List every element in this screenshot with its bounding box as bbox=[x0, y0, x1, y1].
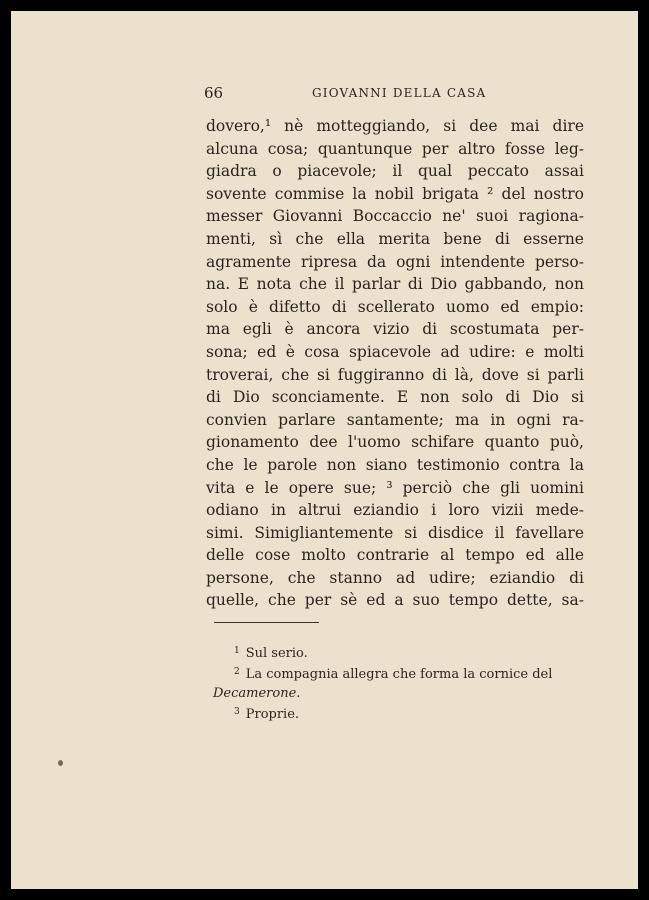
text-line: alcuna cosa; quantunque per altro fosse leg- bbox=[206, 139, 584, 158]
page-header bbox=[204, 84, 581, 108]
footnote-rule bbox=[214, 622, 319, 623]
text-line: convien parlare santamente; ma in ogni ra- bbox=[206, 410, 584, 429]
text-line: odiano in altrui eziandio i loro vizii mede- bbox=[206, 501, 584, 520]
footnote-text: Sul serio. bbox=[245, 646, 308, 661]
running-title: GIOVANNI DELLA CASA bbox=[312, 86, 487, 100]
text-line: gionamento dee l'uomo schifare quanto può, bbox=[206, 433, 584, 452]
book-page bbox=[11, 11, 638, 889]
footnote-2-continuation: Decamerone. bbox=[213, 686, 301, 701]
text-line: quelle, che per sè ed a suo tempo dette, sa- bbox=[206, 591, 584, 610]
text-line: solo è difetto di scellerato uomo ed empio: bbox=[206, 297, 584, 316]
text-line: persone, che stanno ad udire; eziandio di bbox=[206, 568, 584, 587]
text-line: menti, sì che ella merita bene di esserne bbox=[206, 229, 584, 248]
footnote-text: La compagnia allegra che forma la cornice del bbox=[245, 667, 553, 682]
footnote-2 bbox=[206, 663, 601, 684]
paper-speck bbox=[58, 760, 63, 766]
text-line: vita e le opere sue; ³ perciò che gli uomini bbox=[206, 478, 584, 497]
text-line: ma egli è ancora vizio di scostumata per- bbox=[206, 320, 584, 339]
page-number: 66 bbox=[204, 84, 224, 102]
text-line: agramente ripresa da ogni intendente perso- bbox=[206, 252, 584, 271]
text-line: sovente commise la nobil brigata ² del nostro bbox=[206, 184, 584, 203]
footnote-text: Proprie. bbox=[245, 707, 300, 722]
text-line: che le parole non siano testimonio contra la bbox=[206, 455, 584, 474]
text-line: na. E nota che il parlar di Dio gabbando, non bbox=[206, 275, 584, 294]
text-line: delle cose molto contrarie al tempo ed alle bbox=[206, 546, 584, 565]
text-line: simi. Simigliantemente si disdice il favellare bbox=[206, 523, 584, 542]
text-line: dovero,¹ nè motteggiando, si dee mai dire bbox=[206, 117, 584, 135]
footnotes bbox=[206, 642, 601, 724]
body-text bbox=[206, 115, 584, 612]
footnote-marker: 1 bbox=[234, 646, 240, 656]
footnote-marker: 3 bbox=[234, 707, 240, 717]
footnote-3 bbox=[206, 703, 601, 724]
text-line: giadra o piacevole; il qual peccato assai bbox=[206, 162, 584, 181]
text-line: troverai, che si fuggiranno di là, dove si parli bbox=[206, 365, 584, 384]
text-line: di Dio sconciamente. E non solo di Dio si bbox=[206, 388, 584, 407]
text-line: sona; ed è cosa spiacevole ad udire: e molti bbox=[206, 342, 584, 361]
text-line: messer Giovanni Boccaccio ne' suoi ragiona- bbox=[206, 207, 584, 226]
footnote-1 bbox=[206, 642, 601, 663]
footnote-marker: 2 bbox=[234, 667, 240, 677]
